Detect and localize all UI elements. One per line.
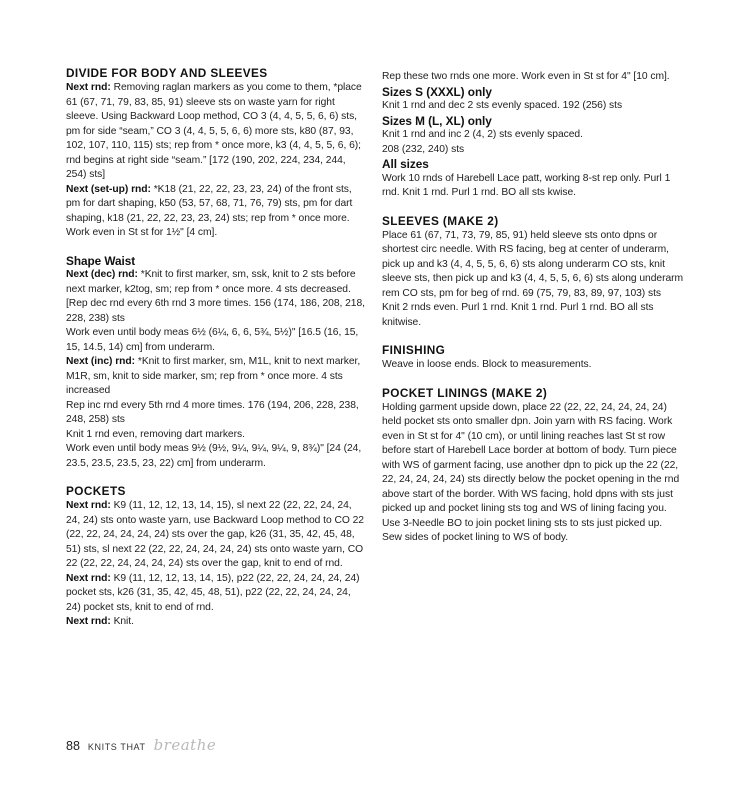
sizes-s-text: Knit 1 rnd and dec 2 sts evenly spaced. 192 (256) sts	[382, 100, 623, 111]
sleeves-paragraph-2: Knit 2 rnds even. Purl 1 rnd. Knit 1 rnd. Purl 1 rnd. BO all sts knitwise.	[382, 302, 654, 328]
right-intro: Rep these two rnds one more. Work even in St st for 4" [10 cm].	[382, 71, 670, 82]
divide-p2-label: Next (set-up) rnd:	[66, 183, 151, 195]
sleeves-heading: SLEEVES (MAKE 2)	[382, 213, 499, 228]
waist-p1-label: Next (dec) rnd:	[66, 269, 138, 280]
finishing-text: Weave in loose ends. Block to measurements.	[382, 359, 592, 370]
pockets-p2-label: Next rnd:	[66, 572, 111, 584]
waist-paragraph-5: Rep inc rnd every 5th rnd 4 more times. 176 (194, 206, 228, 238, 248, 258) sts	[66, 399, 359, 425]
waist-paragraph-3: Work even until body meas 6½ (6¼, 6, 6, 5¾, 5½)" [16.5 (16, 15, 15, 14.5, 14) cm] from underarm.	[66, 327, 359, 353]
shape-waist-heading: Shape Waist	[66, 253, 136, 268]
page-footer	[66, 736, 216, 754]
pocket-linings-heading: POCKET LININGS (MAKE 2)	[382, 385, 548, 400]
pockets-paragraph-1	[66, 499, 368, 572]
divide-p2-text: *K18 (21, 22, 22, 23, 23, 24) of the front sts, pm for dart shaping, k50 (53, 57, 68, 71, 76, 79) sts, pm for dart shaping, k18 (21, 22, 22, 23, 23, 24) sts; rep from * once more. Work even in St st for 1½" [4 cm].	[66, 183, 353, 238]
divide-p1-label: Next rnd:	[66, 82, 111, 93]
waist-p4-text: *Knit to first marker, sm, M1L, knit to next marker, M1R, sm, knit to side marker, sm; rep from * once more. 4 sts increased	[66, 356, 361, 396]
pockets-paragraph-3	[66, 615, 368, 630]
page-number: 88	[66, 739, 80, 753]
divide-paragraph-1	[66, 81, 368, 183]
waist-p1-text: *Knit to first marker, sm, ssk, knit to 2 sts before next marker, k2tog, sm; rep from * once more. 4 sts decreased.	[66, 269, 356, 295]
pockets-p1-label: Next rnd:	[66, 500, 111, 511]
sleeves-paragraph-1: Place 61 (67, 71, 73, 79, 85, 91) held sleeve sts onto dpns or shortest circ needle. With RS facing, beg at center of underarm, pick up and k3 (4, 4, 5, 5, 6, 6) sts along underarm CO sts, knit sleeve sts, then pick up and k3 (4, 4, 5, 5, 6, 6) sts along underarm rem CO sts, pm for beg of rnd. 69 (75, 79, 83, 89, 97, 103) sts	[382, 229, 684, 299]
sizes-m-heading: Sizes M (L, XL) only	[382, 113, 492, 128]
pockets-p2-text: K9 (11, 12, 12, 13, 14, 15), p22 (22, 22, 24, 24, 24, 24) pocket sts, k26 (31, 35, 42, 45, 48, 51), p22 (22, 22, 24, 24, 24, 24) pocket sts, knit to end of rnd.	[66, 572, 360, 613]
waist-p4-label: Next (inc) rnd:	[66, 356, 136, 367]
waist-paragraph-4	[66, 355, 368, 399]
book-title: KNITS THAT	[87, 742, 146, 752]
divide-paragraph-2	[66, 183, 368, 241]
pockets-heading: POCKETS	[66, 484, 126, 498]
divide-p1-text: Removing raglan markers as you come to them, *place 61 (67, 71, 79, 83, 85, 91) sleeve sts on waste yarn for right sleeve. Using Backward Loop method, CO 3 (4, 4, 5, 5, 6, 6) sts, pm for side “seam,” CO 3 (4, 4, 5, 5, 6, 6) more sts, k80 (87, 93, 102, 107, 110, 115) sts; rep from * once more, k3 (4, 4, 5, 5, 6, 6); rnd begins at right side “seam.” [172 (190, 202, 224, 234, 244, 254) sts]	[66, 82, 362, 180]
left-column	[66, 66, 368, 630]
waist-paragraph-1	[66, 268, 368, 297]
waist-paragraph-2: [Rep dec rnd every 6th rnd 3 more times. 156 (174, 186, 208, 218, 228, 238) sts	[66, 298, 365, 324]
pocket-linings-text: Holding garment upside down, place 22 (22, 22, 24, 24, 24, 24) held pocket sts onto smaller dpn. Join yarn with RS facing. Work even in St st for 4" (10 cm), or until lining reaches last St st row before start of Harebell Lace border at bottom of body. Turn piece with WS of garment facing, use another dpn to pick up the 22 (22, 22, 24, 24, 24, 24) sts directly below the pocket opening in the rnd above start of the border. With WS facing, hold dpns with sts just picked up and pocket lining sts tog and WS of lining facing you. Use 3-Needle BO to join pocket lining sts to sts just picked up. Sew sides of pocket lining to WS of body.	[382, 401, 680, 543]
sizes-m-text-2: 208 (232, 240) sts	[382, 143, 465, 155]
divide-heading: DIVIDE FOR BODY AND SLEEVES	[66, 66, 268, 80]
finishing-heading: FINISHING	[382, 343, 446, 357]
pockets-p1-text: K9 (11, 12, 12, 13, 14, 15), sl next 22 (22, 22, 24, 24, 24, 24) sts onto waste yarn, use Backward Loop method to CO 22 (22, 22, 24, 24, 24, 24) sts over the gap, k26 (31, 35, 42, 45, 48, 51) sts, sl next 22 (22, 22, 24, 24, 24, 24) sts onto waste yarn, CO 22 (22, 22, 24, 24, 24, 24) sts over the gap, knit to end of rnd.	[66, 500, 364, 569]
sizes-s-heading: Sizes S (XXXL) only	[382, 84, 492, 99]
waist-paragraph-7: Work even until body meas 9½ (9½, 9¼, 9¼, 9¼, 9, 8¾)" [24 (24, 23.5, 23.5, 23.5, 23, 22) cm] from underarm.	[66, 443, 362, 469]
all-sizes-text: Work 10 rnds of Harebell Lace patt, working 8-st rep only. Purl 1 rnd. Knit 1 rnd. Purl 1 rnd. BO all sts kwise.	[382, 172, 671, 198]
book-title-script: breathe	[153, 736, 217, 754]
all-sizes-heading: All sizes	[382, 157, 429, 171]
pockets-p3-label: Next rnd:	[66, 616, 111, 627]
sizes-m-text-1: Knit 1 rnd and inc 2 (4, 2) sts evenly spaced.	[382, 129, 583, 140]
right-column	[382, 70, 684, 546]
waist-paragraph-6: Knit 1 rnd even, removing dart markers.	[66, 428, 245, 440]
pockets-paragraph-2	[66, 572, 368, 616]
pockets-p3-text: Knit.	[113, 616, 134, 627]
